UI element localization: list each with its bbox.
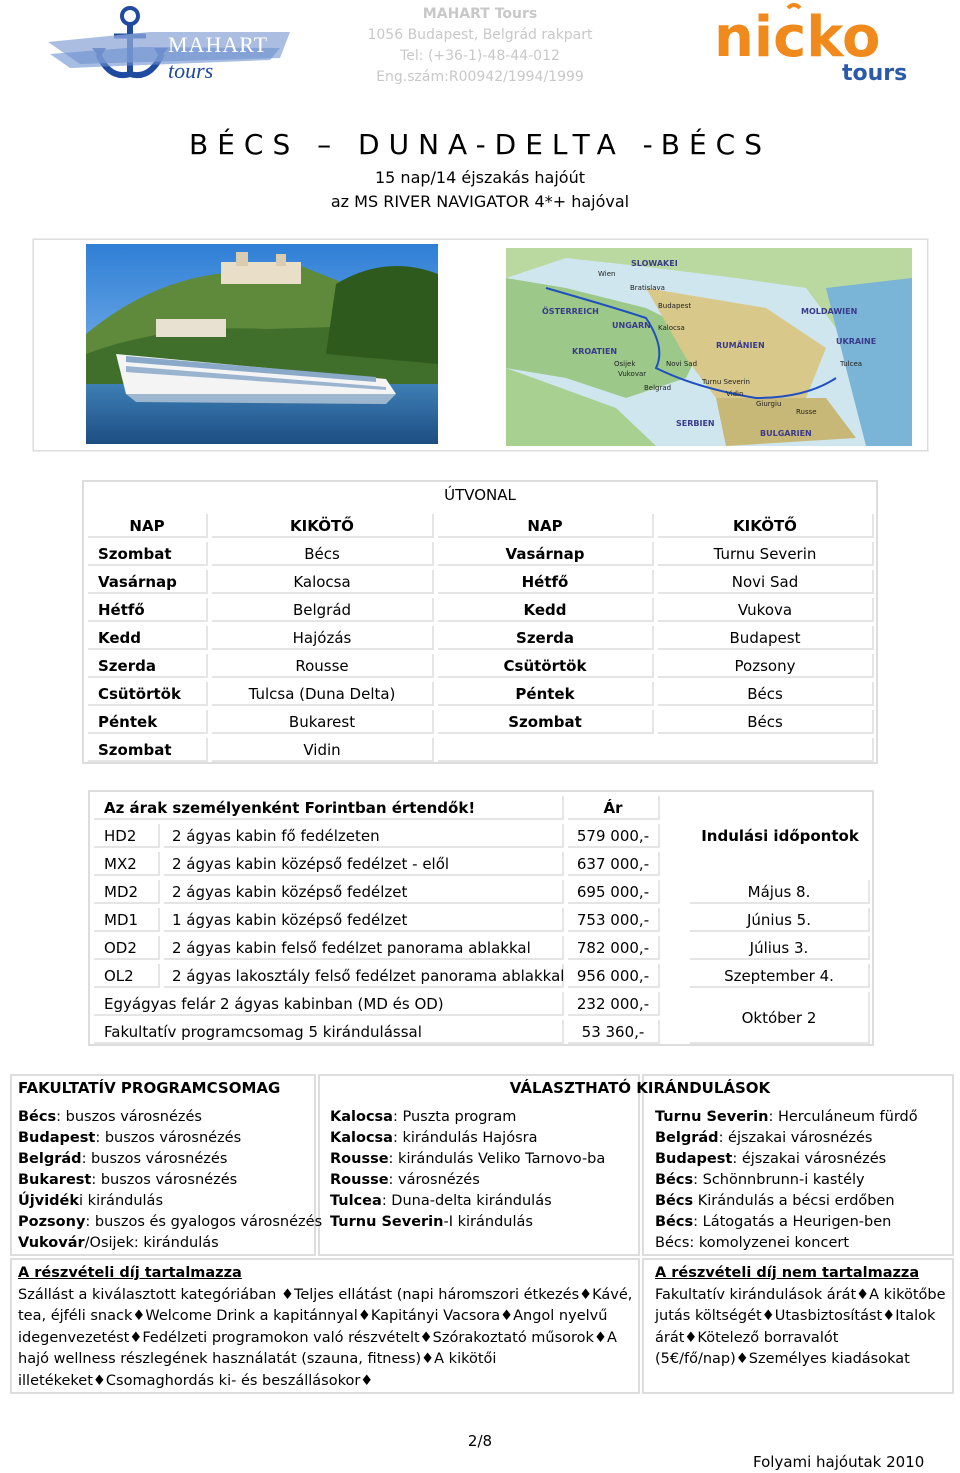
route-day: Szerda <box>438 626 654 650</box>
route-day: Szerda <box>88 654 208 678</box>
map-city: Novi Sad <box>666 360 698 368</box>
agency-address: 1056 Budapest, Belgrád rakpart <box>367 27 593 43</box>
excursion-text: : Schönnbrunn-i kastély <box>693 1172 865 1188</box>
excursion-text: : buszos városnézés <box>56 1109 202 1125</box>
excursion-item <box>18 1233 322 1254</box>
agency-name: MAHART Tours <box>422 6 538 22</box>
excursion-item <box>330 1149 605 1170</box>
excursion-text: : éjszakai városnézés <box>718 1130 873 1146</box>
logo-text-mahart: MAHART <box>168 32 269 57</box>
map-city: Wien <box>598 270 616 278</box>
excursion-text: : éjszakai városnézés <box>732 1151 887 1167</box>
price-code: OL2 <box>94 964 160 988</box>
text-line: árát♦Kötelező borravalót <box>655 1329 839 1346</box>
map-city: Russe <box>796 408 817 416</box>
price-desc: 1 ágyas kabin középső fedélzet <box>164 908 564 932</box>
price-code: OD2 <box>94 936 160 960</box>
excursion-place: Bécs <box>655 1193 694 1209</box>
optional-list-right <box>655 1107 918 1254</box>
map-city: Budapest <box>658 302 692 310</box>
route-day: Csütörtök <box>88 682 208 706</box>
excursion-item <box>655 1212 918 1233</box>
page-title: BÉCS – DUNA-DELTA -BÉCS <box>189 128 771 161</box>
excursion-text: i kirándulás <box>79 1193 163 1209</box>
excursion-text: : kirándulás Hajósra <box>392 1130 538 1146</box>
optional-list-left <box>330 1107 605 1233</box>
excursion-item <box>18 1149 322 1170</box>
text-line: Szállást a kiválasztott kategóriában ♦Teljes ellátást (napi háromszori étkezés♦Kávé, <box>18 1286 633 1303</box>
excursion-text: : Látogatás a Heurigen-ben <box>693 1214 892 1230</box>
included-title: A részvételi díj tartalmazza <box>18 1265 242 1281</box>
page-number: 2/8 <box>467 1432 493 1450</box>
price-value: 753 000,- <box>568 908 660 932</box>
price-desc: 2 ágyas lakosztály felső fedélzet panorama ablakkal <box>164 964 564 988</box>
route-day: Kedd <box>88 626 208 650</box>
not-included-text <box>655 1285 946 1371</box>
route-day: Péntek <box>88 710 208 734</box>
map-label: UKRAINE <box>836 337 877 346</box>
nicko-tours-logo <box>700 0 930 84</box>
map-city: Tulcea <box>840 360 863 368</box>
text-line: (5€/fő/nap)♦Személyes kiadásokat <box>655 1351 910 1367</box>
route-day: Vasárnap <box>438 542 654 566</box>
excursion-text: : buszos városnézés <box>91 1172 238 1188</box>
price-desc: 2 ágyas kabin középső fedélzet <box>164 880 564 904</box>
excursion-place: Belgrád <box>18 1151 82 1167</box>
map-label: SERBIEN <box>676 419 715 428</box>
agency-info <box>330 4 630 88</box>
not-included-title: A részvételi díj nem tartalmazza <box>655 1265 920 1281</box>
price-code: MD2 <box>94 880 160 904</box>
excursion-place: Bécs <box>18 1109 57 1125</box>
excursion-text: : Duna-delta kirándulás <box>381 1193 552 1209</box>
price-value: 956 000,- <box>568 964 660 988</box>
map-city: Turnu Severin <box>702 378 750 386</box>
price-desc: 2 ágyas kabin felső fedélzet panorama ablakkal <box>164 936 564 960</box>
excursion-item <box>655 1128 918 1149</box>
included-section <box>18 1263 632 1392</box>
excursion-item <box>18 1107 322 1128</box>
excursion-item <box>655 1107 918 1128</box>
subtitle-duration: 15 nap/14 éjszakás hajóút <box>374 168 585 187</box>
excursion-place: Kalocsa <box>330 1130 393 1146</box>
excursion-item <box>330 1107 605 1128</box>
route-port: Budapest <box>658 626 874 650</box>
route-empty-cell <box>438 738 874 762</box>
route-day: Szombat <box>88 542 208 566</box>
route-header: NAP <box>438 514 654 538</box>
departure-date: Június 5. <box>690 908 870 932</box>
logo-text-tours: tours <box>168 58 214 83</box>
route-port: Vidin <box>212 738 434 762</box>
excursion-item <box>655 1191 918 1212</box>
ship-photo <box>86 244 438 444</box>
route-port: Belgrád <box>212 598 434 622</box>
map-label: ÖSTERREICH <box>542 307 599 316</box>
route-table <box>82 480 878 764</box>
map-label: UNGARN <box>612 321 651 330</box>
price-code: HD2 <box>94 824 160 848</box>
excursion-place: Belgrád <box>655 1130 719 1146</box>
text-line: hajó wellness részlegének használatát (szauna, fitness)♦A kikötői <box>18 1351 497 1367</box>
excursion-item <box>655 1170 918 1191</box>
map-label: MOLDAWIEN <box>801 307 858 316</box>
excursion-place: Kalocsa <box>330 1109 393 1125</box>
excursion-place: Budapest <box>18 1130 96 1146</box>
departure-date: Október 2 <box>690 992 870 1044</box>
departures-header: Indulási időpontok <box>701 827 859 845</box>
excursion-place: Bécs <box>655 1172 694 1188</box>
price-header: Ár <box>568 796 660 820</box>
departure-date: Július 3. <box>690 936 870 960</box>
price-intro: Az árak személyenként Forintban értendők! <box>94 796 564 820</box>
map-city: Belgrad <box>644 384 672 392</box>
excursion-place: Budapest <box>655 1151 733 1167</box>
map-city: Giurgiu <box>756 400 782 408</box>
excursion-item <box>18 1128 322 1149</box>
map-label: KROATIEN <box>572 347 618 356</box>
route-day: Péntek <box>438 682 654 706</box>
route-day: Csütörtök <box>438 654 654 678</box>
included-text <box>18 1285 632 1393</box>
extra-value: 232 000,- <box>568 992 660 1016</box>
excursion-text: : buszos és gyalogos városnézés <box>85 1214 323 1230</box>
route-port: Turnu Severin <box>658 542 874 566</box>
route-header: KIKÖTŐ <box>212 514 434 538</box>
route-day: Kedd <box>438 598 654 622</box>
route-port: Tulcsa (Duna Delta) <box>212 682 434 706</box>
excursion-text: Bécs: komolyzenei koncert <box>655 1235 850 1251</box>
excursion-place: Turnu Severin <box>655 1109 769 1125</box>
route-port: Pozsony <box>658 654 874 678</box>
optional-title: VÁLASZTHATÓ KIRÁNDULÁSOK <box>509 1079 771 1097</box>
price-desc: 2 ágyas kabin középső fedélzet - elől <box>164 852 564 876</box>
agency-license: Eng.szám:R00942/1994/1999 <box>376 69 584 85</box>
route-day: Szombat <box>438 710 654 734</box>
map-city: Vidin <box>726 390 744 398</box>
package-title: FAKULTATÍV PROGRAMCSOMAG <box>18 1079 281 1097</box>
excursion-text: : kirándulás Veliko Tarnovo-ba <box>388 1151 606 1167</box>
route-day: Szombat <box>88 738 208 762</box>
route-map <box>506 248 912 446</box>
excursion-text: : városnézés <box>388 1172 480 1188</box>
excursion-text: : Herculáneum fürdő <box>768 1109 918 1125</box>
excursion-text: Kirándulás a bécsi erdőben <box>693 1193 895 1209</box>
route-port: Hajózás <box>212 626 434 650</box>
text-line: idegenvezetést♦Fedélzeti programokon való részvételt♦Szórakoztató műsorok♦A <box>18 1329 617 1346</box>
excursion-item <box>18 1191 322 1212</box>
text-line: illetékeket♦Csomaghordás ki- és beszállásokor♦ <box>18 1372 374 1389</box>
route-day: Vasárnap <box>88 570 208 594</box>
excursion-place: Pozsony <box>18 1214 86 1230</box>
agency-phone: Tel: (+36-1)-48-44-012 <box>400 48 560 64</box>
map-city: Osijek <box>614 360 636 368</box>
excursion-text: : buszos városnézés <box>95 1130 242 1146</box>
excursion-item <box>330 1170 605 1191</box>
text-line: jutás költségét♦Utasbiztosítást♦Italok <box>655 1308 936 1324</box>
price-code: MD1 <box>94 908 160 932</box>
doc-footer: Folyami hajóutak 2010 <box>753 1453 925 1471</box>
route-title: ÚTVONAL <box>444 486 516 504</box>
excursion-text: -I kirándulás <box>443 1214 533 1230</box>
price-value: 579 000,- <box>568 824 660 848</box>
not-included-section <box>655 1263 946 1371</box>
route-port: Bécs <box>658 710 874 734</box>
route-day: Hétfő <box>438 570 654 594</box>
excursion-item <box>18 1170 322 1191</box>
excursion-place: Bukarest <box>18 1172 92 1188</box>
map-label: RUMÄNIEN <box>716 341 765 350</box>
excursion-item <box>330 1128 605 1149</box>
logo-text-nicko: nicko <box>714 5 881 70</box>
subtitle-ship: az MS RIVER NAVIGATOR 4*+ hajóval <box>330 192 630 211</box>
route-port: Novi Sad <box>658 570 874 594</box>
route-port: Bécs <box>658 682 874 706</box>
excursion-item <box>330 1212 605 1233</box>
route-header: NAP <box>88 514 208 538</box>
map-city: Bratislava <box>630 284 665 292</box>
excursion-item <box>18 1212 322 1233</box>
excursion-place: Turnu Severin <box>330 1214 444 1230</box>
excursion-place: Bécs <box>655 1214 694 1230</box>
route-port: Kalocsa <box>212 570 434 594</box>
excursion-item <box>330 1191 605 1212</box>
price-desc: 2 ágyas kabin fő fedélzeten <box>164 824 564 848</box>
map-label: SLOWAKEI <box>631 259 678 268</box>
price-value: 782 000,- <box>568 936 660 960</box>
route-port: Bécs <box>212 542 434 566</box>
departure-date: Szeptember 4. <box>690 964 870 988</box>
route-port: Vukova <box>658 598 874 622</box>
text-line: tea, éjféli snack♦Welcome Drink a kapitánnyal♦Kapitányi Vacsora♦Angol nyelvű <box>18 1308 608 1324</box>
excursion-text: : buszos városnézés <box>81 1151 228 1167</box>
price-code: MX2 <box>94 852 160 876</box>
excursion-item <box>655 1233 918 1254</box>
route-port: Rousse <box>212 654 434 678</box>
map-city: Kalocsa <box>658 324 685 332</box>
excursion-item <box>655 1149 918 1170</box>
logo-text-tours: tours <box>842 61 908 84</box>
extra-value: 53 360,- <box>568 1020 660 1044</box>
map-city: Vukovar <box>618 370 647 378</box>
extra-desc: Fakultatív programcsomag 5 kirándulással <box>94 1020 564 1044</box>
excursion-place: Vukovár <box>18 1235 85 1251</box>
route-port: Bukarest <box>212 710 434 734</box>
excursion-place: Rousse <box>330 1151 389 1167</box>
extra-desc: Egyágyas felár 2 ágyas kabinban (MD és OD) <box>94 992 564 1016</box>
excursion-place: Tulcea <box>330 1193 382 1209</box>
mahart-tours-logo <box>40 2 300 86</box>
excursion-place: Újvidék <box>18 1193 80 1209</box>
excursion-place: Rousse <box>330 1172 389 1188</box>
price-value: 637 000,- <box>568 852 660 876</box>
text-line: Fakultatív kirándulások árát♦A kikötőbe <box>655 1286 946 1303</box>
excursion-text: /Osijek: kirándulás <box>84 1235 219 1251</box>
price-value: 695 000,- <box>568 880 660 904</box>
route-day: Hétfő <box>88 598 208 622</box>
package-list <box>18 1107 322 1254</box>
departure-date: Május 8. <box>690 880 870 904</box>
route-header: KIKÖTŐ <box>658 514 874 538</box>
map-label: BULGARIEN <box>760 429 812 438</box>
excursion-text: : Puszta program <box>392 1109 517 1125</box>
price-table <box>88 790 874 1046</box>
